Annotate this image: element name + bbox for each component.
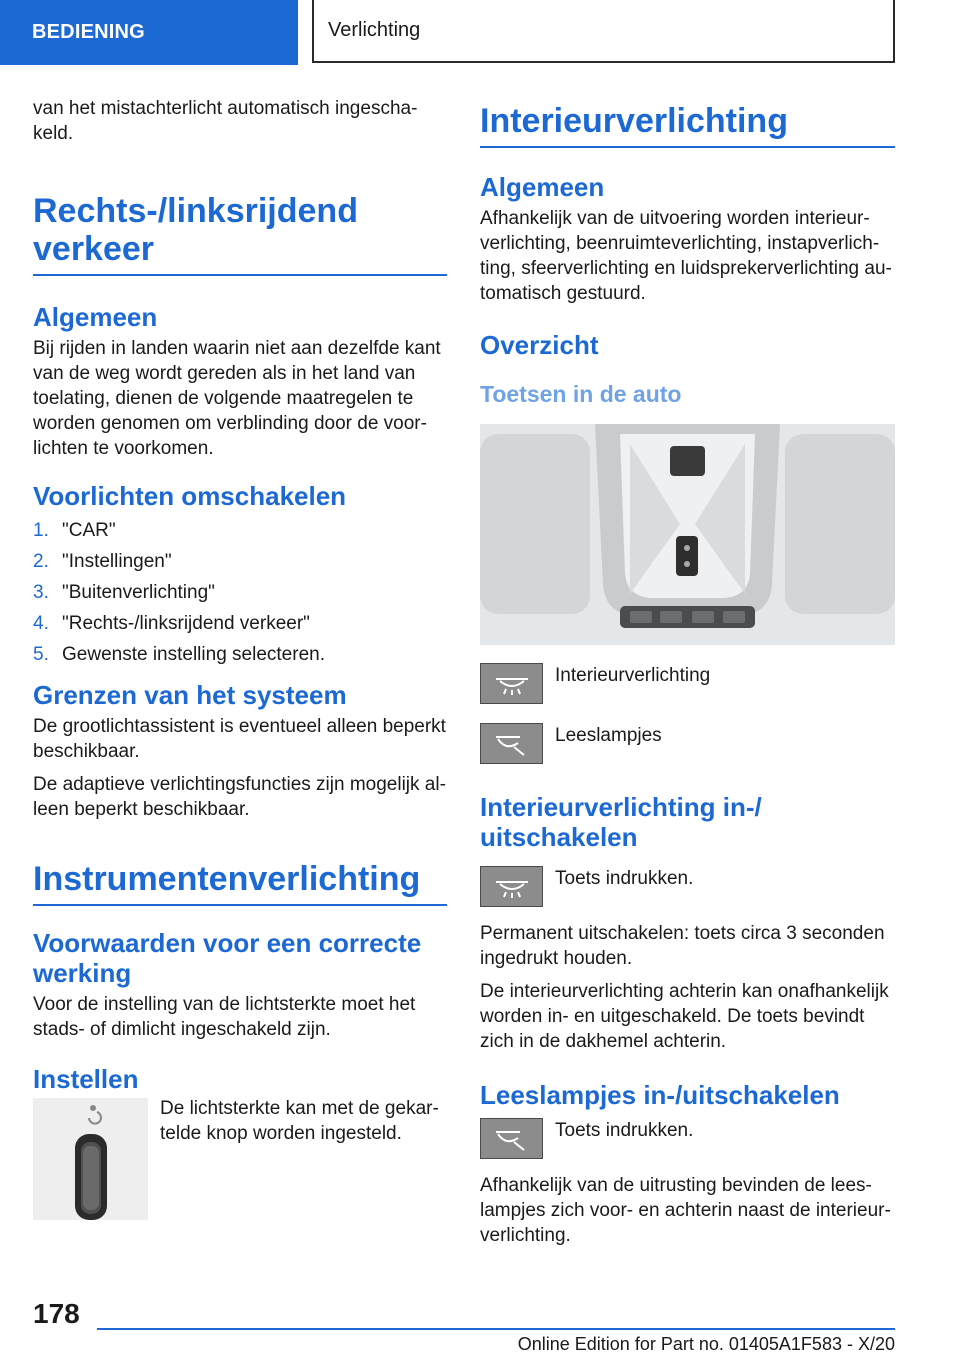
left-column xyxy=(33,96,447,1220)
paragraph-achterin: De interieurverlichting achterin kan onafhankelijk worden in- en uitgeschakeld. De toets bevindt zich in de dakhemel achterin. xyxy=(480,981,889,1052)
list-item xyxy=(33,608,447,639)
heading-algemeen-right: Algemeen xyxy=(480,172,605,202)
step-number: 3. xyxy=(33,582,49,603)
step-text: "Buitenverlichting" xyxy=(62,582,215,603)
heading-voorwaarden: Voorwaarden voor een correcte werking xyxy=(33,928,422,988)
heading-leeslampjes: Leeslampjes in-/uitschakelen xyxy=(480,1080,840,1110)
heading-overzicht: Overzicht xyxy=(480,330,599,360)
right-column xyxy=(480,96,895,1256)
instellen-row xyxy=(33,1098,447,1220)
heading-interieur-in-uit: Interieurverlichting in-/ uitschakelen xyxy=(480,792,762,852)
instruction-label: Toets indrukken. xyxy=(555,1120,694,1141)
paragraph-instellen: De lichtsterkte kan met de gekar-telde knop worden ingesteld. xyxy=(160,1098,439,1144)
heading-toetsen: Toetsen in de auto xyxy=(480,381,682,407)
instruction-label: Toets indrukken. xyxy=(555,868,694,889)
paragraph-algemeen-right: Afhankelijk van de uitvoering worden interieur-verlichting, beenruimteverlichting, instapverlich-ting, sfeerverlichting en luidsprekerverlichting au-tomatisch gestuurd. xyxy=(480,208,892,304)
legend-interieur xyxy=(480,663,895,704)
paragraph-grenzen-2: De adaptieve verlichtingsfuncties zijn mogelijk al-leen beperkt beschikbaar. xyxy=(33,774,446,820)
heading-algemeen: Algemeen xyxy=(33,302,158,332)
overhead-console-icon xyxy=(480,424,895,645)
legend-leeslampjes xyxy=(480,723,895,764)
heading-grenzen: Grenzen van het systeem xyxy=(33,680,347,710)
legend-label: Leeslampjes xyxy=(555,725,662,746)
list-item xyxy=(33,515,447,546)
step-text: Gewenste instelling selecteren. xyxy=(62,644,325,665)
heading-interieurverlichting: Interieurverlichting xyxy=(480,102,895,148)
reading-light-icon xyxy=(480,1118,543,1159)
footer-edition: Online Edition for Part no. 01405A1F583 - X/20 xyxy=(517,1334,895,1354)
list-item xyxy=(33,639,447,670)
heading-rechts-linksrijdend: Rechts-/linksrijdend verkeer xyxy=(33,192,447,276)
section-tab: BEDIENING xyxy=(0,0,298,65)
leeslampjes-toggle-row xyxy=(480,1118,895,1159)
heading-instrumentenverlichting: Instrumentenverlichting xyxy=(33,860,447,906)
paragraph-grenzen-1: De grootlichtassistent is eventueel alleen beperkt beschikbaar. xyxy=(33,716,446,762)
list-item xyxy=(33,546,447,577)
intro-paragraph: van het mistachterlicht automatisch ingescha-keld. xyxy=(33,98,418,144)
footer-divider xyxy=(97,1328,895,1330)
dimmer-knob-icon xyxy=(33,1098,148,1220)
legend-label: Interieurverlichting xyxy=(555,665,711,686)
dimmer-knob-image xyxy=(33,1098,148,1220)
interieur-toggle-row xyxy=(480,866,895,907)
paragraph-permanent: Permanent uitschakelen: toets circa 3 seconden ingedrukt houden. xyxy=(480,923,885,969)
step-number: 5. xyxy=(33,644,49,665)
paragraph-algemeen: Bij rijden in landen waarin niet aan dezelfde kant van de weg wordt gereden als in het land van toelating, dienen de volgende maatregelen te worden genomen om verblinding door de voor-lichten te voorkomen. xyxy=(33,338,441,459)
paragraph-voorwaarden: Voor de instelling van de lichtsterkte moet het stads- of dimlicht ingeschakeld zijn. xyxy=(33,994,416,1040)
page-number: 178 xyxy=(33,1298,80,1329)
step-text: "Rechts-/linksrijdend verkeer" xyxy=(62,613,310,634)
steps-list xyxy=(33,515,447,670)
step-text: "Instellingen" xyxy=(62,551,172,572)
overhead-console-photo xyxy=(480,424,895,645)
step-number: 1. xyxy=(33,520,49,541)
heading-voorlichten-omschakelen: Voorlichten omschakelen xyxy=(33,481,347,511)
interior-light-icon xyxy=(480,866,543,907)
step-text: "CAR" xyxy=(62,520,116,541)
chapter-title: Verlichting xyxy=(312,0,895,63)
interior-light-icon xyxy=(480,663,543,704)
step-number: 4. xyxy=(33,613,49,634)
reading-light-icon xyxy=(480,723,543,764)
list-item xyxy=(33,577,447,608)
step-number: 2. xyxy=(33,551,49,572)
paragraph-leeslampjes: Afhankelijk van de uitrusting bevinden de lees-lampjes zich voor- en achterin naast de interieur-verlichting. xyxy=(480,1175,891,1246)
heading-instellen: Instellen xyxy=(33,1064,139,1094)
